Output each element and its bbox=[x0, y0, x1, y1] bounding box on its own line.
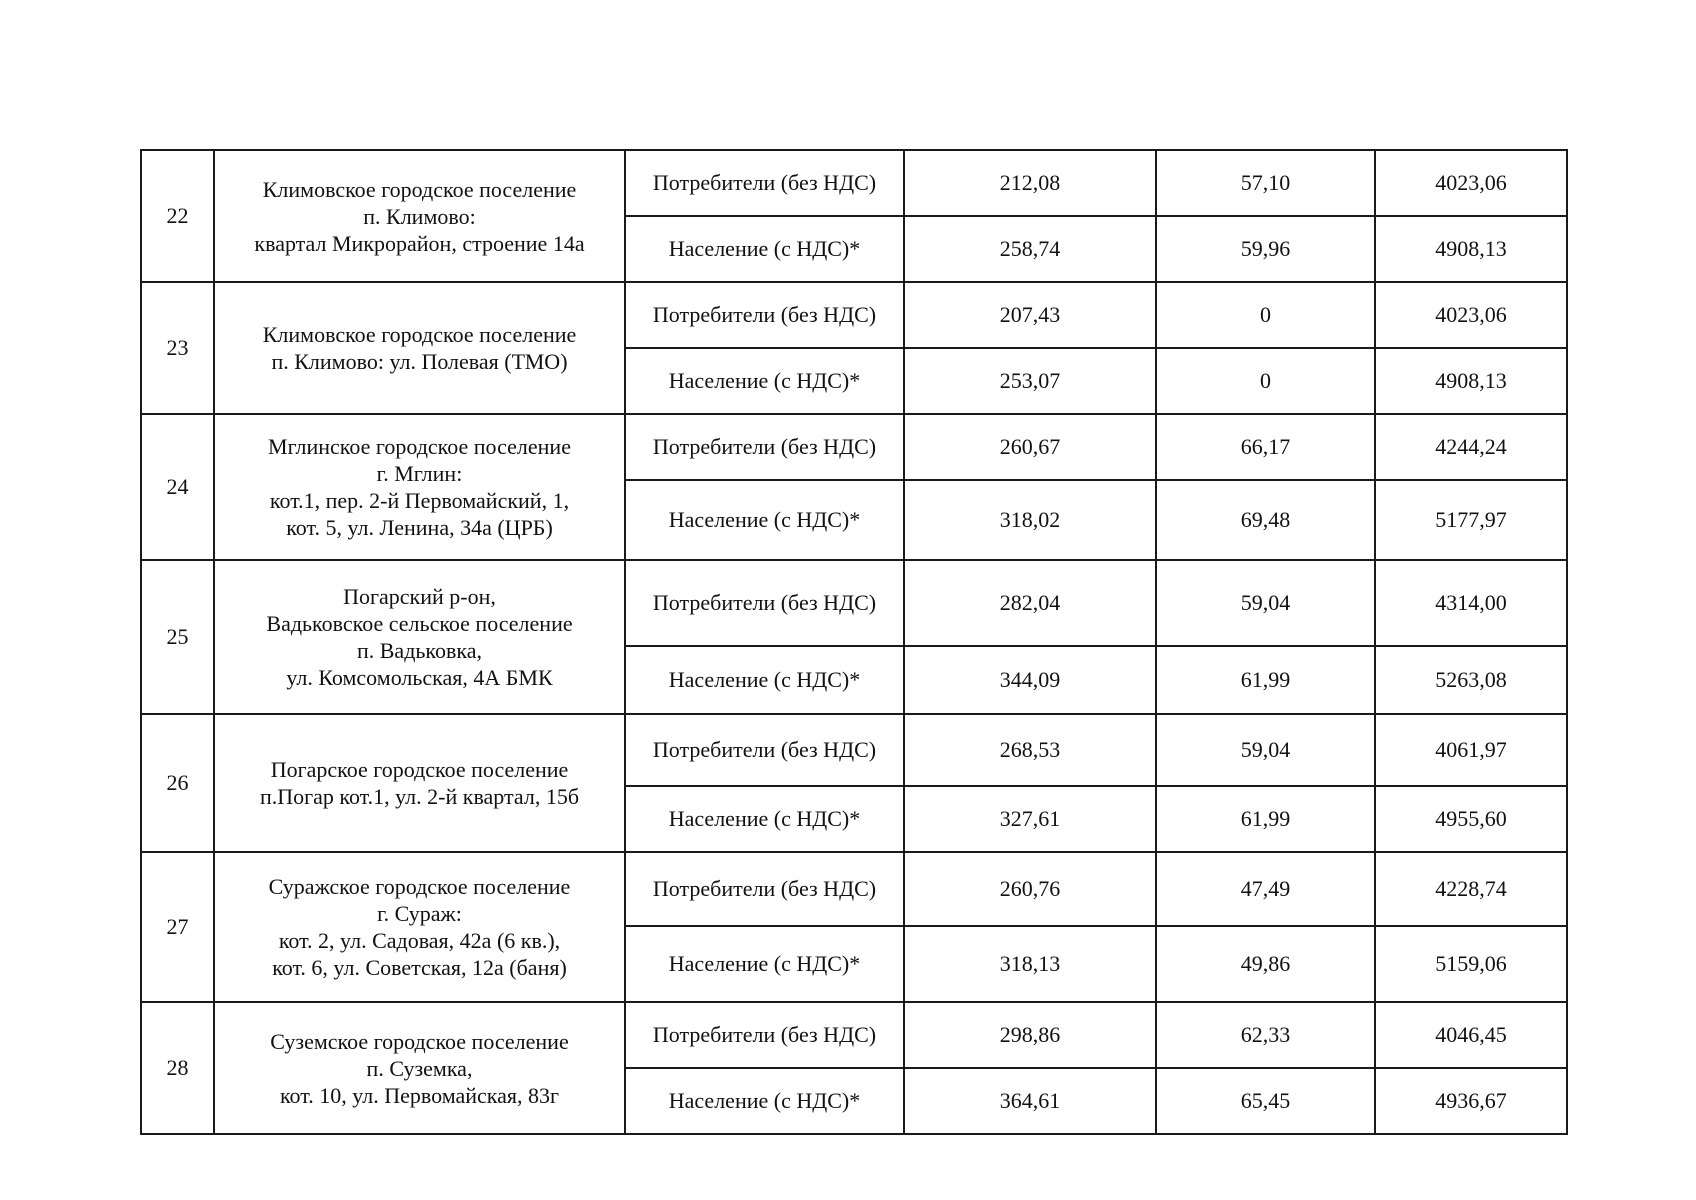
tariff-value-2: 49,86 bbox=[1156, 926, 1375, 1002]
tariff-value-3: 4061,97 bbox=[1375, 714, 1567, 786]
table-row bbox=[141, 714, 1567, 786]
address-line: Погарское городское поселение bbox=[270, 757, 569, 782]
tariff-value-2: 59,96 bbox=[1156, 216, 1375, 282]
tariff-value-3: 4314,00 bbox=[1375, 560, 1567, 646]
tariff-value-3: 4908,13 bbox=[1375, 216, 1567, 282]
consumer-category: Население (с НДС)* bbox=[625, 216, 904, 282]
settlement-address bbox=[214, 1002, 625, 1134]
tariff-value-3: 4908,13 bbox=[1375, 348, 1567, 414]
settlement-address bbox=[214, 150, 625, 282]
table-row bbox=[141, 560, 1567, 646]
consumer-category: Население (с НДС)* bbox=[625, 786, 904, 852]
tariff-value-3: 4046,45 bbox=[1375, 1002, 1567, 1068]
consumer-category: Население (с НДС)* bbox=[625, 646, 904, 714]
consumer-category: Потребители (без НДС) bbox=[625, 852, 904, 926]
consumer-category: Потребители (без НДС) bbox=[625, 282, 904, 348]
consumer-category: Потребители (без НДС) bbox=[625, 414, 904, 480]
tariff-value: 258,74 bbox=[904, 216, 1156, 282]
tariff-value: 268,53 bbox=[904, 714, 1156, 786]
table-row bbox=[141, 852, 1567, 926]
tariff-value-3: 5159,06 bbox=[1375, 926, 1567, 1002]
address-line: кот.1, пер. 2-й Первомайский, 1, bbox=[269, 488, 570, 513]
consumer-category: Потребители (без НДС) bbox=[625, 560, 904, 646]
tariff-value-2: 59,04 bbox=[1156, 714, 1375, 786]
consumer-category: Население (с НДС)* bbox=[625, 926, 904, 1002]
address-line: г. Сураж: bbox=[377, 901, 462, 926]
tariff-value-3: 5263,08 bbox=[1375, 646, 1567, 714]
address-line: кот. 6, ул. Советская, 12а (баня) bbox=[272, 955, 567, 980]
row-number: 23 bbox=[141, 282, 214, 414]
address-line: Суземское городское поселение bbox=[270, 1028, 569, 1054]
consumer-category: Потребители (без НДС) bbox=[625, 714, 904, 786]
tariff-value: 212,08 bbox=[904, 150, 1156, 216]
settlement-address bbox=[214, 560, 625, 714]
consumer-category: Население (с НДС)* bbox=[625, 480, 904, 560]
table-row bbox=[141, 414, 1567, 480]
settlement-address bbox=[214, 414, 625, 560]
table-row bbox=[141, 1002, 1567, 1068]
address-line: ул. Комсомольская, 4А БМК bbox=[286, 665, 553, 690]
tariff-value-2: 69,48 bbox=[1156, 480, 1375, 560]
tariff-value: 260,67 bbox=[904, 414, 1156, 480]
tariff-value: 318,13 bbox=[904, 926, 1156, 1002]
row-number: 26 bbox=[141, 714, 214, 852]
tariff-value-3: 4955,60 bbox=[1375, 786, 1567, 852]
table-row bbox=[141, 282, 1567, 348]
tariff-value: 207,43 bbox=[904, 282, 1156, 348]
row-number: 24 bbox=[141, 414, 214, 560]
consumer-category: Потребители (без НДС) bbox=[625, 150, 904, 216]
tariff-value: 327,61 bbox=[904, 786, 1156, 852]
tariff-value-2: 61,99 bbox=[1156, 786, 1375, 852]
address-line: кот. 2, ул. Садовая, 42а (6 кв.), bbox=[278, 928, 561, 953]
address-line: Вадьковское сельское поселение bbox=[266, 611, 573, 636]
row-number: 25 bbox=[141, 560, 214, 714]
tariff-value-3: 4936,67 bbox=[1375, 1068, 1567, 1134]
row-number: 22 bbox=[141, 150, 214, 282]
tariff-table bbox=[140, 149, 1568, 1135]
tariff-value-2: 59,04 bbox=[1156, 560, 1375, 646]
settlement-address bbox=[214, 282, 625, 414]
tariff-value-2: 65,45 bbox=[1156, 1068, 1375, 1134]
address-line: Климовское городское поселение bbox=[262, 176, 577, 202]
consumer-category: Население (с НДС)* bbox=[625, 348, 904, 414]
tariff-value-2: 66,17 bbox=[1156, 414, 1375, 480]
tariff-value-2: 0 bbox=[1156, 348, 1375, 414]
tariff-value: 260,76 bbox=[904, 852, 1156, 926]
tariff-value: 364,61 bbox=[904, 1068, 1156, 1134]
address-line: Мглинское городское поселение bbox=[268, 434, 571, 459]
tariff-value-3: 4023,06 bbox=[1375, 150, 1567, 216]
tariff-value-3: 5177,97 bbox=[1375, 480, 1567, 560]
tariff-value-2: 57,10 bbox=[1156, 150, 1375, 216]
address-line: г. Мглин: bbox=[376, 461, 463, 486]
settlement-address bbox=[214, 852, 625, 1002]
row-number: 27 bbox=[141, 852, 214, 1002]
tariff-value: 298,86 bbox=[904, 1002, 1156, 1068]
consumer-category: Население (с НДС)* bbox=[625, 1068, 904, 1134]
tariff-value-2: 62,33 bbox=[1156, 1002, 1375, 1068]
address-line: п.Погар кот.1, ул. 2-й квартал, 15б bbox=[259, 784, 580, 809]
address-line: квартал Микрорайон, строение 14а bbox=[254, 230, 585, 256]
tariff-value: 253,07 bbox=[904, 348, 1156, 414]
tariff-table-body bbox=[141, 150, 1567, 1134]
tariff-value-3: 4244,24 bbox=[1375, 414, 1567, 480]
tariff-value: 318,02 bbox=[904, 480, 1156, 560]
tariff-value: 344,09 bbox=[904, 646, 1156, 714]
tariff-value-2: 0 bbox=[1156, 282, 1375, 348]
tariff-value-2: 47,49 bbox=[1156, 852, 1375, 926]
settlement-address bbox=[214, 714, 625, 852]
tariff-value: 282,04 bbox=[904, 560, 1156, 646]
row-number: 28 bbox=[141, 1002, 214, 1134]
address-line: п. Климово: ул. Полевая (ТМО) bbox=[271, 349, 568, 374]
address-line: Климовское городское поселение bbox=[262, 322, 577, 347]
table-row bbox=[141, 150, 1567, 216]
address-line: п. Климово: bbox=[363, 203, 476, 229]
address-line: п. Суземка, bbox=[366, 1055, 473, 1081]
address-line: Суражское городское поселение bbox=[268, 874, 571, 899]
tariff-value-3: 4228,74 bbox=[1375, 852, 1567, 926]
tariff-value-3: 4023,06 bbox=[1375, 282, 1567, 348]
address-line: Погарский р-он, bbox=[343, 584, 496, 609]
tariff-value-2: 61,99 bbox=[1156, 646, 1375, 714]
address-line: кот. 5, ул. Ленина, 34а (ЦРБ) bbox=[286, 515, 553, 540]
consumer-category: Потребители (без НДС) bbox=[625, 1002, 904, 1068]
address-line: п. Вадьковка, bbox=[356, 638, 483, 663]
address-line: кот. 10, ул. Первомайская, 83г bbox=[279, 1082, 560, 1108]
